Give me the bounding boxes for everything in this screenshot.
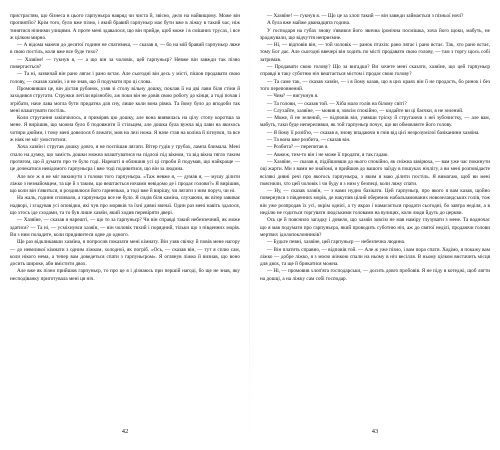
paragraph: Хоча хазяїн і стругав дошку довго, я не поспішав лягати. Вітер гудів у трубах, лампа блимала. Мені спало на думку, що замість дошки можна влаштуватися на підлозі під вікном, та від вікна тягло таким протягом, що й думати про те було годі. Нарешті я облишив усі ці спроби й подумав, що найкраще — це дочекатися невідомого гарпуньєра і вже тоді подивитися, що він за людина. — [10, 144, 240, 173]
paragraph: Ось це й пояснило загадку і довело, що хазяїн зовсім не мав наміру глузувати з мене. Та водночас що я мав подумати про гарпуньєра, який проводить суботню ніч, аж до святої неділі, продаючи голови мертвих ідолопоклонників? — [260, 217, 490, 238]
page-number: 42 — [121, 428, 129, 435]
left-page-body — [10, 13, 240, 425]
paragraph: — Хазяїне! — гукнув я. — Що це за хлоп такий — він завжди займається з пізньої ночі? — [267, 13, 464, 19]
paragraph: — Слухайте, хазяїне, — мовив я, зовсім спокійно, — кидайте ви ці баєчки, я не зелений. — [267, 107, 464, 114]
paragraph: — Ну, — сказав хазяїн, — з вами нудно базікати. Цей гарпуньєр, про якого я вам казав, щойно повернувся з південних морів, де накупив цілий оберемок набальзамованих новозеландських голів, тож він уже розпродав їх усі, окрім однієї, а ту якраз і намагається продати сьогодні, бо завтра неділя, а в неділю не годиться торгувати людськими головами на вулицях, коли люди йдуть до церкви. — [260, 188, 490, 217]
paragraph: Але все ж я не міг викинути з голови того гарпуньєра. «Таж невже я, — думав я, — мушу ділити ліжко з незнайомцем, та ще й з таким, що вештається ночами невідомо де і продає голови?» Я вирішив, що коли він з'явиться, я роздивлюся його гарненько, а тоді вже й вирішу, чи лягати з ним поруч, чи ні. — [10, 173, 240, 195]
paragraph: — Він платить справно, — відповів той. — Але ж уже пізно, і вам пора спати. Ходімо, я покажу вам ліжко — добре ліжко, я з моєю жінкою спали на ньому в ніч весілля. В ньому цілком вистачить місця для двох, та ще й брикатися можна. — [260, 246, 490, 268]
paragraph: У господаря на губах знову з'явився його звична іронічна посмішка, хоча його щоки, мабуть, не зраджували, що відчуття неприємне. — [260, 27, 490, 41]
page-number: 43 — [371, 428, 379, 435]
paragraph: — Та саме так, — сказав хазяїн, — і я йому казав, що в цих краях він її не продасть, бо ринок і без того переповнений. — [260, 78, 490, 92]
paragraph: — Може, й не зелений, — відповів він, узявши тріску й стругаючи з неї зубочистку, — але вам, мабуть, таки буде непереливки, як той гарпуньєр почує, що ви обмовляєте його голову. — [260, 115, 490, 129]
right-page — [260, 13, 490, 435]
paragraph: — Та вона вже розбита, — сказав він. — [267, 137, 351, 144]
paragraph: Але вже як пізно прийшов гарпуньєр, то про це я і дізнаюсь при першій нагоді, бо ще не знав, яку несподіванку приготувала мені ця ніч. — [10, 268, 240, 282]
paragraph: — Продавати свою голову? Що за вигадки? Ви хочете мені сказати, хазяїне, що цей гарпуньєр справді в таку суботню ніч вештається містом і продає свою голову? — [260, 64, 490, 78]
paragraph: — Ні, — відповів він, — той чоловік — ранок птахів: рано лягає і рано встає. Так, хто рано встає, тому Бог дає. Але сьогодні ввечері він ходить по місті продавати свою голову, — там з торгу щось собі затримав. — [260, 42, 490, 63]
paragraph: пристрастям, що бізнеса в цього гарпуньєра навряд чи чиста й, звісно, дело на найвищому. Може він пропиятйо? Крім того, було вже пізно, і який бравий гарпуньєр має бути вже в ліжку в такий час, ніж тинятися нічними улицями. А проте мені здавалося, що він прийде, щоб може і в смішних трусах, і все ж цілком мирно. — [10, 13, 240, 41]
paragraph: — Авжеж, тим-то він і не може її продати, я так гадаю. — [267, 151, 389, 158]
paragraph: Промовивши це, він дістав рубанок, узяв зі столу вільну дошку, поклав її на дві лави біля стіни й заходився стругати. Стружки летіли врізнобіч, аж поки він не довів свою роботу до кінця, а тоді почав і згрібати, наче лава могла бути придатна для сну, лише коли вона рівна. Та йому було до вподоби так мені влаштувати постіль. — [10, 85, 240, 114]
paragraph: — Я йому її розіб'ю, — сказав я, знову впадаючи в гнів від цієї незрозумілої базіканини хазяїна. — [267, 129, 480, 136]
paragraph: — Хазяїне, — сказав я нарешті, — що то за гарпуньєр? Чи він справді такий небезпечний, як може здатися? — Та ні, — усміхнувся хазяїн, — він чоловік тихий і порядний, тільки що з південних морів. Ви з ним поладите, коли придивитеся одне до одного. — [10, 217, 240, 238]
paragraph: — Хазяїне, — сказав я, підійшовши до нього спокійно, як сніжна завірюха, — вам уже час покинути оці жарти. Ми з вами не знайомі, я прийшов до вашого заїзду в пошуках нічлігу, а ви мені розповідаєте всілякі дивні речі про якогось гарпуньєра, з яким я маю ділити постіль. Я вимагаю, щоб ви мені пояснили, хто цей чоловік і чи буду я з ним у безпеці, коли ляжу спати. — [260, 158, 490, 187]
paragraph: А була вже майже дванадцята година. — [267, 20, 351, 27]
left-page — [10, 13, 240, 435]
paragraph: — Та ні, зазвичай він рано лягає і рано встає. Але сьогодні він десь у місті, пішов продавати свою голову, — сказав хазяїн, і я не знав, що й подумати про ці слова. — [10, 71, 240, 85]
paragraph: — Чим? — вигукнув я. — [267, 93, 319, 100]
paragraph: — Розбита? — перепитав я. — [267, 144, 329, 151]
paragraph: Ще раз відкликавши хазяїна, я попросив показати мені кімнату. Він узяв свічку й повів мене нагору — до невеликої кімнати з одним ліжком, холодної, як погріб. «Ось, — сказав він, — тут я сплю сам, коли нікого нема, а тепер вам доведеться спати з гарпуньєром». Я оглянув ліжко й визнав, що воно досить широке, аби вмістити двох. — [10, 239, 240, 268]
paragraph: Коли стругання закінчилось, я приміряв цю дошку, але вона виявилась на цілу стопу коротша за мене. Я вирішив, що можна було б подовжити її стільцем, але дошка була вужча від лави на якихось чотири дюйми, і тому мені довелося б лежати, мов на лезі ножа. Я наче став на коліна й зігнувся, та все ж ніяк не міг умоститися. — [10, 115, 240, 144]
gutter — [249, 0, 250, 450]
paragraph: — Хазяїне! — гукнув я, — а що він за чоловік, цей гарпуньєр? Невже він завжди так пізно повертається? — [10, 56, 240, 71]
paragraph: — А відома маючи до десятої години не спатимеш, — сказав я, — бо на мій бравий гарпуньєр ляже в свою постіль, коли вже все буде тихо? — [10, 42, 240, 56]
paragraph: На жаль, години спливали, а гарпуньєра все не було. Я сидів біля каміна, слухаючи, як вітер завиває надворі, і згадував усі оповідки, які чув про моряків та їхні дивні звичаї. Один раз мені навіть здалося, що хтось іде сходами, та то був лише хазяїн, який ходив перевіряти двері. — [10, 195, 240, 217]
right-page-body — [260, 13, 490, 425]
paragraph: — Та голови, — сказав той. — Хіба мало голів на білому світі? — [267, 100, 407, 107]
paragraph: — Будьте певні, хазяїне, цей гарпуньєр — небезпечна людина. — [267, 239, 406, 246]
paragraph: — Ні, — промовив хлоп'яга господарськи, — досить довго пробовів. Я не піду в котеджі, щоб лягти на дошці, а на ліжку сам собі господар. — [260, 268, 490, 282]
